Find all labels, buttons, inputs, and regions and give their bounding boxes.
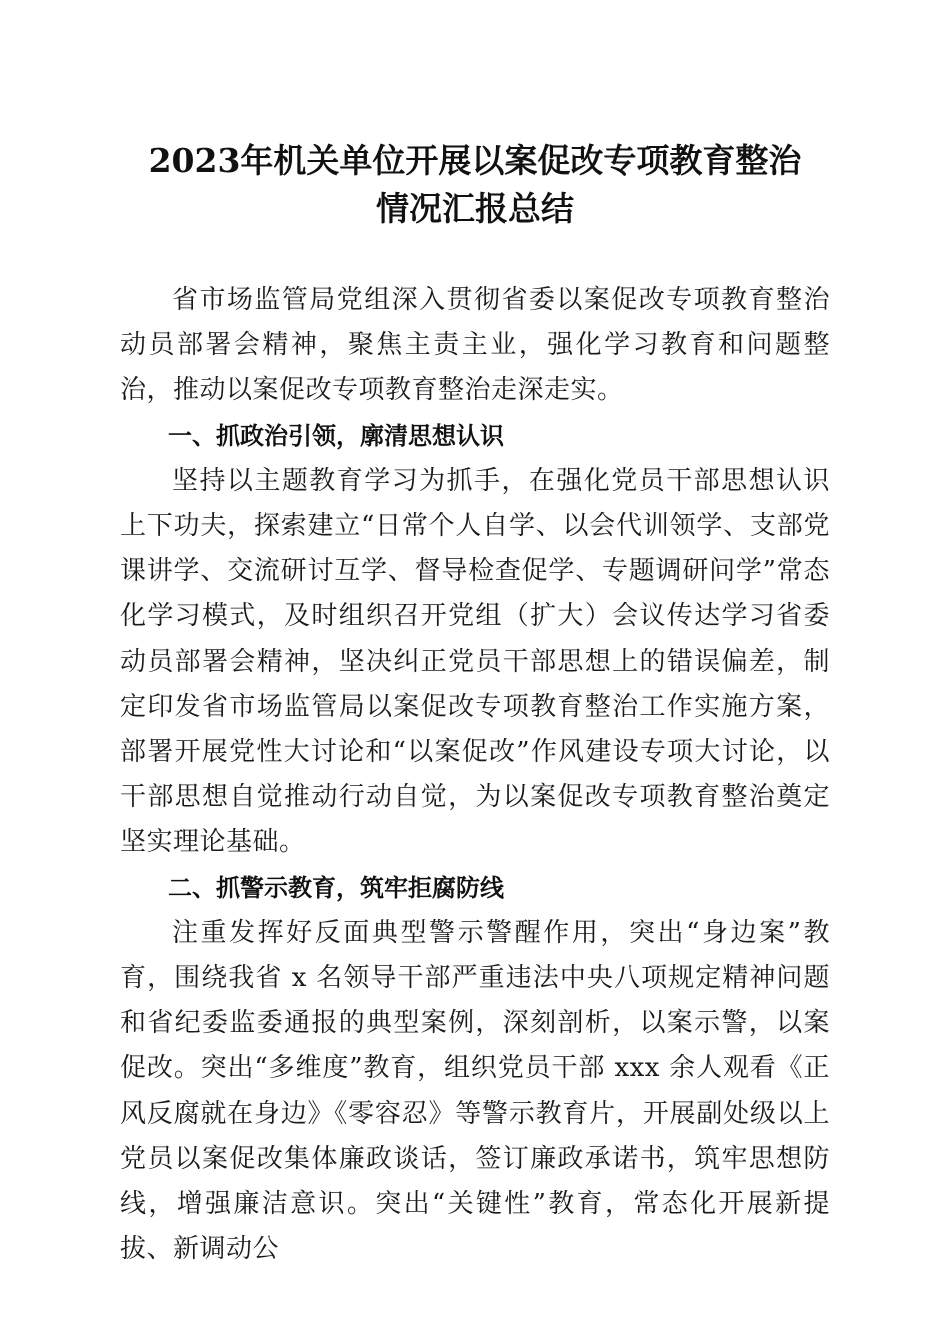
section-paragraph-2: 注重发挥好反面典型警示警醒作用，突出“身边案”教育，围绕我省 x 名领导干部严重违法中央八项规定精神问题和省纪委监委通报的典型案例，深刻剖析，以案示警，以案促改。突出“多维度”教育，组织党员干部 xxx 余人观看《正风反腐就在身边》《零容忍》等警示教育片，开展副处级以上党员以案促改集体廉政谈话，签订廉政承诺书，筑牢思想防线，增强廉洁意识。突出“关键性”教育，常态化开展新提拔、新调动公 [120, 917, 830, 1265]
section-paragraph-1: 坚持以主题教育学习为抓手，在强化党员干部思想认识上下功夫，探索建立“日常个人自学、以会代训领学、支部党课讲学、交流研讨互学、督导检查促学、专题调研问学”常态化学习模式，及时组织召开党组（扩大）会议传达学习省委动员部署会精神，坚决纠正党员干部思想上的错误偏差，制定印发省市场监管局以案促改专项教育整治工作实施方案，部署开展党性大讨论和“以案促改”作风建设专项大讨论，以干部思想自觉推动行动自觉，为以案促改专项教育整治奠定坚实理论基础。 [120, 465, 830, 858]
document-title-line-1: 2023年机关单位开展以案促改专项教育整治 [148, 141, 802, 180]
document-body [120, 278, 830, 1272]
section-heading-2: 二、抓警示教育，筑牢拒腐防线 [168, 873, 504, 902]
document-title-line-2: 情况汇报总结 [376, 189, 574, 228]
intro-paragraph: 省市场监管局党组深入贯彻省委以案促改专项教育整治动员部署会精神，聚焦主责主业，强化学习教育和问题整治，推动以案促改专项教育整治走深走实。 [120, 285, 830, 406]
section-heading-1: 一、抓政治引领，廓清思想认识 [168, 421, 504, 450]
